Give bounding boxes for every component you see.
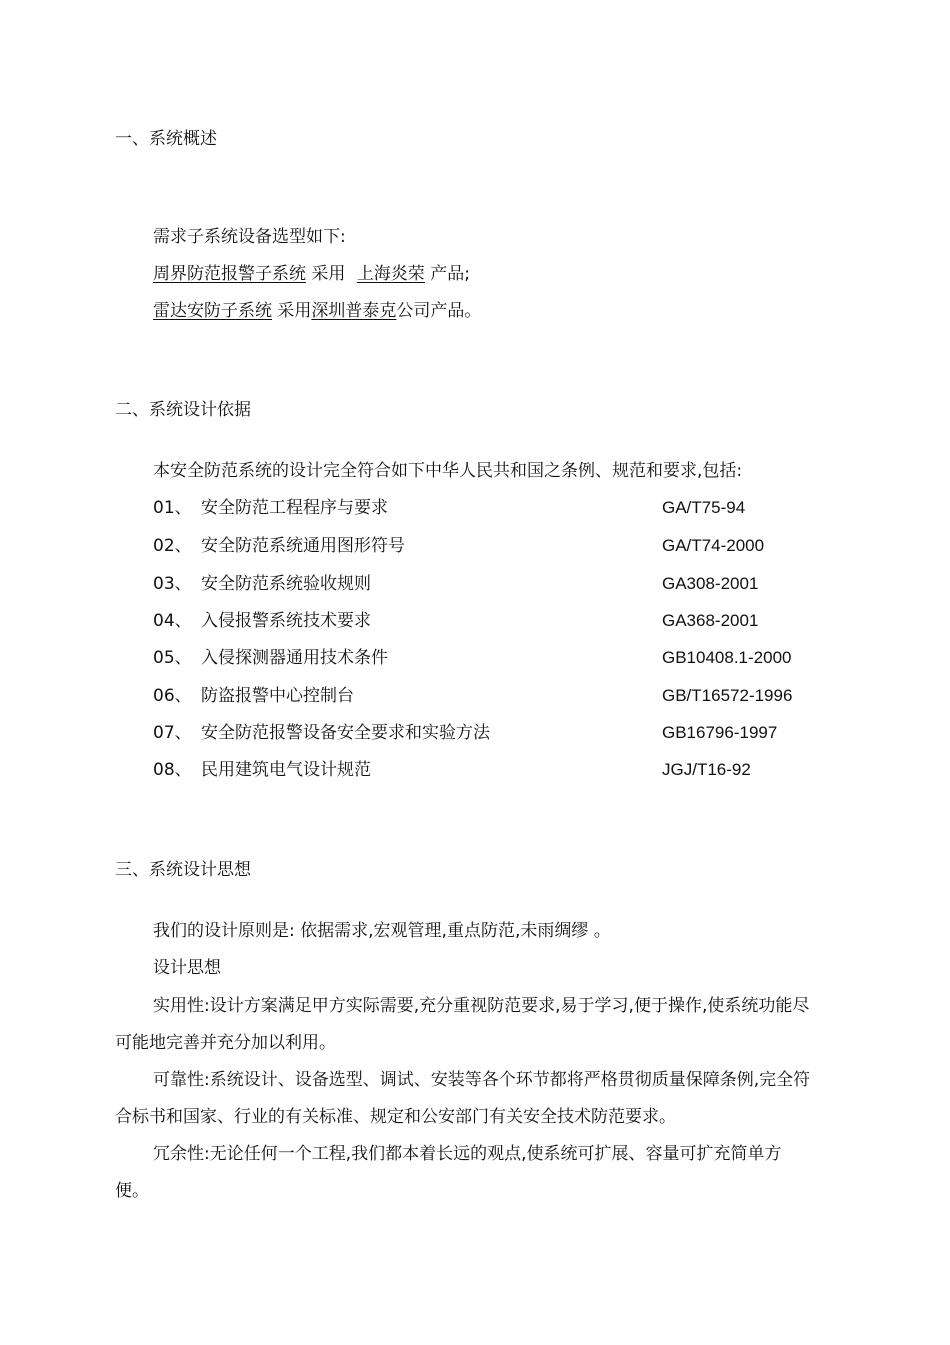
- standard-number: 02、: [153, 536, 192, 556]
- standard-number: 04、: [153, 611, 192, 631]
- standard-name: 入侵报警系统技术要求: [201, 611, 371, 631]
- standard-code: GA/T75-94: [662, 498, 746, 517]
- standard-row: [0, 722, 950, 744]
- standard-code: GB10408.1-2000: [662, 648, 792, 667]
- standard-code: GA308-2001: [662, 574, 759, 593]
- standard-name: 安全防范系统通用图形符号: [201, 536, 405, 556]
- standard-name: 安全防范报警设备安全要求和实验方法: [201, 723, 490, 743]
- section2-heading: 二、系统设计依据: [115, 400, 251, 420]
- standard-name: 安全防范工程程序与要求: [201, 498, 388, 518]
- connector-text: 采用: [277, 301, 312, 321]
- standard-code: JGJ/T16-92: [662, 760, 751, 779]
- connector-text: 采用: [311, 264, 346, 284]
- standard-number: 05、: [153, 648, 192, 668]
- standard-name: 民用建筑电气设计规范: [201, 760, 371, 780]
- system-name: 周界防范报警子系统: [153, 264, 306, 284]
- section3-heading: 三、系统设计思想: [115, 860, 251, 880]
- section1-intro: 需求子系统设备选型如下:: [153, 227, 346, 247]
- vendor-name: 深圳普泰克: [311, 301, 397, 321]
- redundancy-paragraph: 冗余性:无论任何一个工程,我们都本着长远的观点,使系统可扩展、容量可扩充简单方便。: [115, 1144, 782, 1201]
- section1-heading: 一、系统概述: [115, 129, 217, 149]
- design-principle: 我们的设计原则是: 依据需求,宏观管理,重点防范,未雨绸缪 。: [153, 921, 611, 941]
- selection-line-2: [153, 300, 481, 322]
- standard-row: [0, 535, 950, 557]
- vendor-name: 上海炎荣: [356, 264, 425, 284]
- design-subheading: 设计思想: [153, 958, 221, 978]
- standard-number: 06、: [153, 686, 192, 706]
- standard-row: [0, 497, 950, 519]
- standard-code: GB/T16572-1996: [662, 686, 793, 705]
- standard-number: 03、: [153, 574, 192, 594]
- standard-name: 入侵探测器通用技术条件: [201, 648, 388, 668]
- standard-row: [0, 647, 950, 669]
- system-name: 雷达安防子系统: [153, 301, 272, 321]
- standard-code: GA/T74-2000: [662, 536, 765, 555]
- standard-row: [0, 685, 950, 707]
- standard-name: 安全防范系统验收规则: [201, 574, 371, 594]
- standard-row: [0, 610, 950, 632]
- standard-number: 07、: [153, 723, 192, 743]
- standard-number: 01、: [153, 498, 192, 518]
- standard-code: GA368-2001: [662, 611, 759, 630]
- section2-intro: 本安全防范系统的设计完全符合如下中华人民共和国之条例、规范和要求,包括:: [153, 461, 743, 481]
- reliability-paragraph: 可靠性:系统设计、设备选型、调试、安装等各个环节都将严格贯彻质量保障条例,完全符合标书和国家、行业的有关标准、规定和公安部门有关安全技术防范要求。: [115, 1070, 811, 1127]
- standard-number: 08、: [153, 760, 192, 780]
- suffix-text: 公司产品。: [396, 301, 482, 321]
- standard-code: GB16796-1997: [662, 723, 778, 742]
- suffix-text: 产品;: [430, 264, 470, 284]
- standard-row: [0, 573, 950, 595]
- practicality-paragraph: 实用性:设计方案满足甲方实际需要,充分重视防范要求,易于学习,便于操作,使系统功能尽可能地完善并充分加以利用。: [115, 996, 810, 1053]
- selection-line-1: [153, 263, 470, 285]
- standard-row: [0, 759, 950, 781]
- standard-name: 防盗报警中心控制台: [201, 686, 354, 706]
